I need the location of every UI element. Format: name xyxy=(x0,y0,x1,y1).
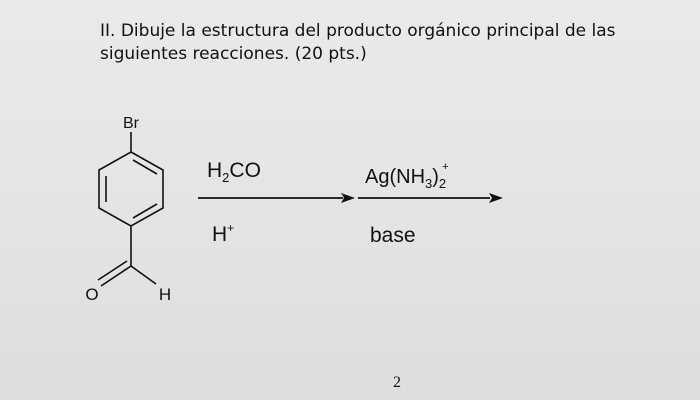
carbonyl-bond-2 xyxy=(98,261,127,280)
ch-bond xyxy=(131,266,156,284)
atom-br: Br xyxy=(123,115,139,132)
ring-double-bond xyxy=(133,204,157,218)
step2-reagent: $Ag(NH_3)_2+$ xyxy=(365,161,449,191)
benzene-ring xyxy=(99,152,163,226)
atom-h: H xyxy=(158,285,172,304)
question-line-1: II. Dibuje la estructura del producto orgánico principal de las xyxy=(100,21,616,41)
atom-o: O xyxy=(85,285,99,304)
benzaldehyde-structure xyxy=(98,132,163,286)
reaction-arrow-2 xyxy=(358,193,503,203)
step1-reagent: $H_2CO$ xyxy=(207,159,261,185)
page-number: 2 xyxy=(393,374,401,391)
ring-double-bond xyxy=(133,160,157,174)
question-line-2: siguientes reacciones. (20 pts.) xyxy=(100,44,367,64)
step1-condition: H+ xyxy=(212,221,235,246)
step2-condition: base xyxy=(370,224,416,247)
reaction-arrow-1 xyxy=(198,193,355,203)
